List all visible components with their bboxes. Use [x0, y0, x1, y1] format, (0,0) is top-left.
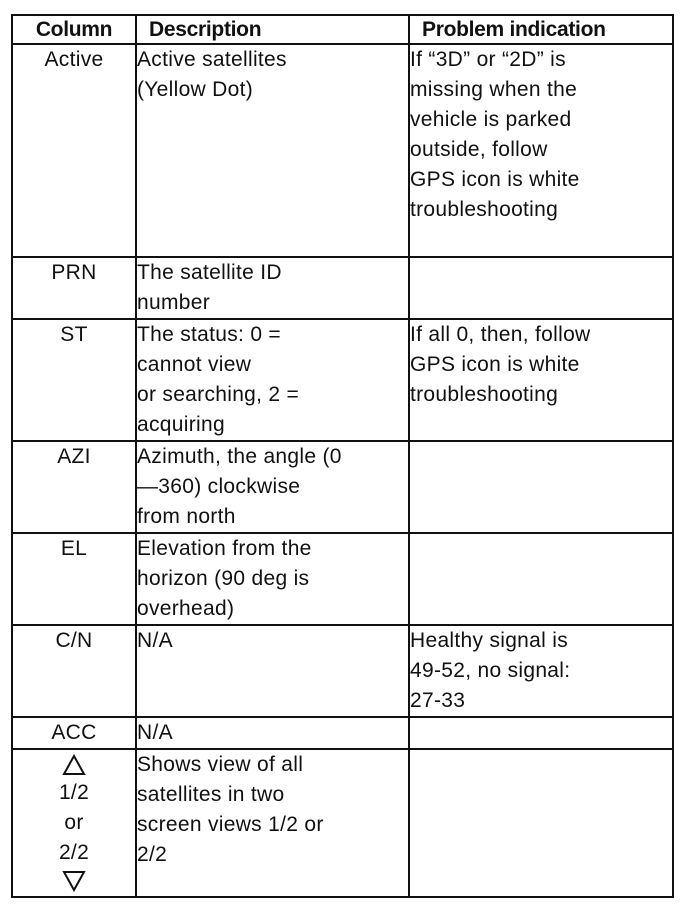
column-name-cell	[12, 749, 136, 897]
problem-text: If all 0, then, follow GPS icon is white troubleshooting	[410, 323, 591, 406]
column-name: ST	[60, 323, 88, 346]
column-name-cell	[12, 257, 136, 319]
description-cell	[136, 257, 409, 319]
header-description: Description	[136, 15, 409, 44]
description-cell	[136, 44, 409, 257]
table-row	[12, 319, 673, 441]
description-text: Azimuth, the angle (0 —360) clockwise from north	[137, 445, 342, 528]
problem-cell	[409, 749, 673, 897]
column-name: C/N	[55, 629, 93, 652]
page-indicator-1-2: 1/2	[58, 781, 90, 804]
description-cell	[136, 625, 409, 717]
problem-text: If “3D” or “2D” is missing when the vehicle is parked outside, follow GPS icon is white troubleshooting	[410, 48, 580, 221]
description-cell	[136, 717, 409, 749]
problem-cell	[409, 625, 673, 717]
problem-cell	[409, 319, 673, 441]
table-row	[12, 533, 673, 625]
description-text: The status: 0 = cannot view or searching, 2 = acquiring	[137, 323, 300, 436]
column-name: PRN	[51, 261, 97, 284]
table-row	[12, 441, 673, 533]
table-row	[12, 257, 673, 319]
column-name-cell	[12, 441, 136, 533]
description-text: N/A	[137, 721, 173, 744]
column-name: EL	[60, 537, 88, 560]
description-text: Elevation from the horizon (90 deg is overhead)	[137, 537, 312, 620]
page-indicator-2-2: 2/2	[58, 841, 90, 864]
header-column: Column	[12, 15, 136, 44]
gps-info-table	[11, 14, 674, 898]
column-name-cell	[12, 319, 136, 441]
triangle-down-icon	[62, 870, 86, 892]
description-text: Shows view of all satellites in two screen views 1/2 or 2/2	[137, 753, 324, 866]
column-name: AZI	[57, 445, 91, 468]
description-cell	[136, 749, 409, 897]
description-text: Active satellites (Yellow Dot)	[137, 48, 287, 101]
problem-cell	[409, 533, 673, 625]
table-row	[12, 749, 673, 897]
description-text: N/A	[137, 629, 173, 652]
page-indicator-or: or	[64, 811, 84, 834]
column-name-cell	[12, 44, 136, 257]
column-name-cell	[12, 625, 136, 717]
table-row	[12, 717, 673, 749]
problem-text: Healthy signal is 49-52, no signal: 27-33	[410, 629, 571, 712]
table-row	[12, 44, 673, 257]
problem-cell	[409, 717, 673, 749]
column-name-cell	[12, 533, 136, 625]
description-cell	[136, 319, 409, 441]
column-name: ACC	[51, 721, 97, 744]
problem-cell	[409, 441, 673, 533]
triangle-up-icon	[62, 754, 86, 776]
problem-cell	[409, 44, 673, 257]
table-row	[12, 625, 673, 717]
description-cell	[136, 441, 409, 533]
description-cell	[136, 533, 409, 625]
column-name-cell	[12, 717, 136, 749]
problem-cell	[409, 257, 673, 319]
header-problem-indication: Problem indication	[409, 15, 673, 44]
table-header-row	[12, 15, 673, 44]
gps-column-reference	[11, 14, 672, 898]
column-name: Active	[44, 48, 104, 71]
description-text: The satellite ID number	[137, 261, 282, 314]
